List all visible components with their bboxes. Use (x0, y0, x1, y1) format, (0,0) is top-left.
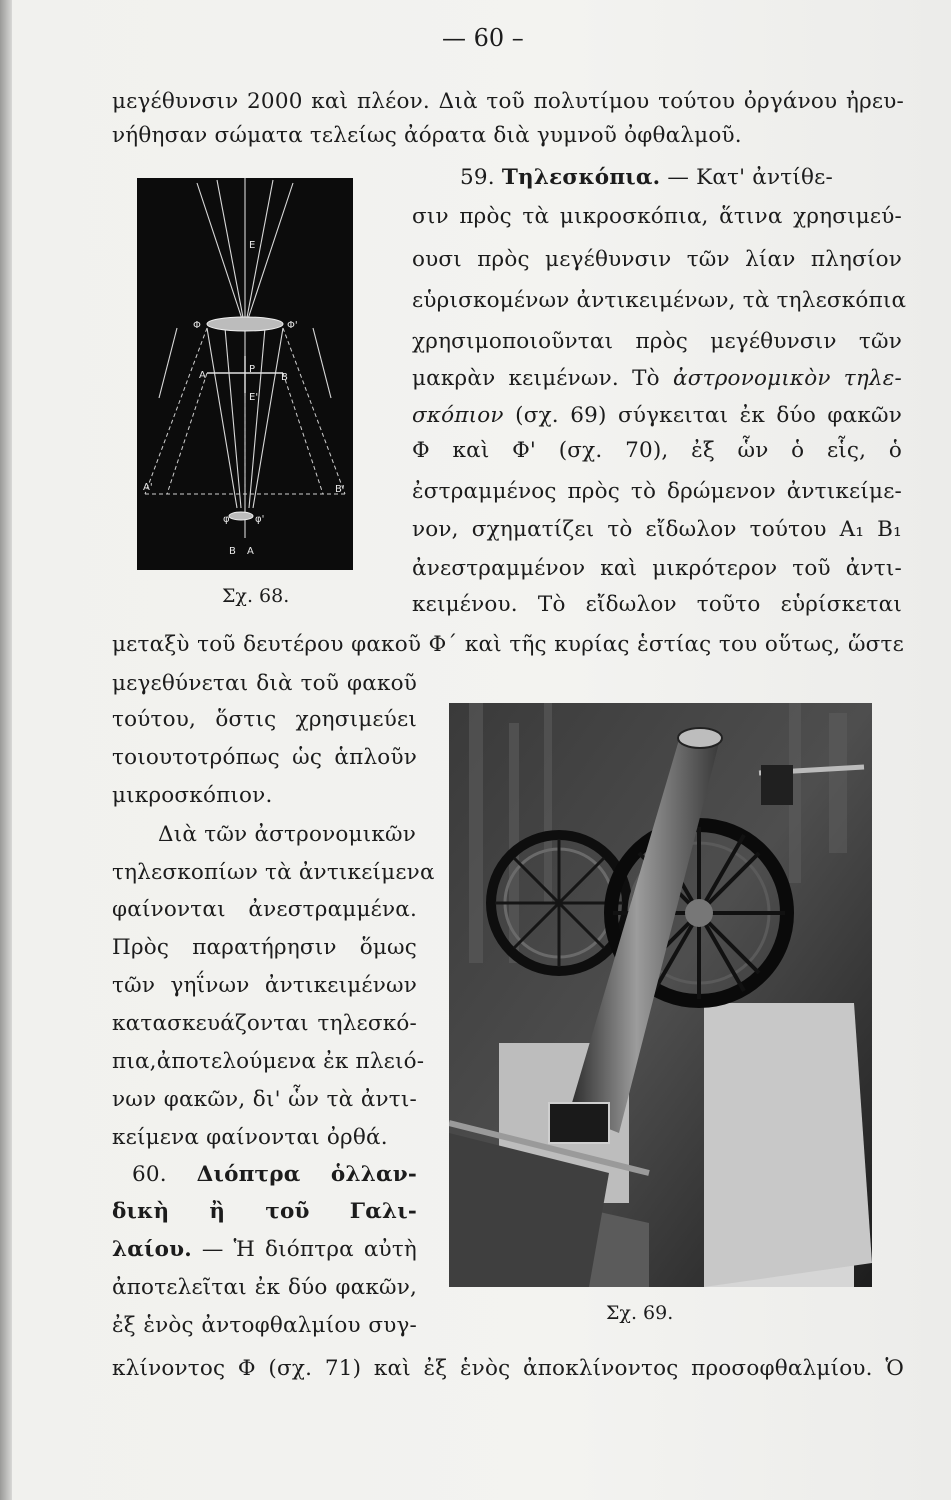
text-line: νων φακῶν, δι' ὧν τὰ ἀντι- (112, 1087, 417, 1112)
diagram-label: Α' (143, 482, 153, 493)
diagram-label: Α (247, 546, 254, 557)
diagram-label: φ' (255, 514, 265, 525)
text-line: Διὰ τῶν ἀστρονομικῶν (158, 822, 416, 847)
text-line: κειμένου. Τὸ εἴδωλον τοῦτο εὑρίσκεται (412, 592, 902, 617)
section-text: — Κατ' ἀντίθε- (667, 165, 833, 190)
text-span: (σχ. 69) σύγκειται ἐκ δύο φακῶν (515, 403, 902, 428)
italic-term: σκόπιον (412, 403, 504, 428)
diagram-label: Α (199, 370, 206, 381)
text-line: κλίνοντος Φ (σχ. 71) καὶ ἐξ ἑνὸς ἀποκλίνοντος προσοφθαλμίου. Ὁ (112, 1356, 904, 1381)
diagram-label: Ε' (249, 392, 259, 403)
text-line (412, 396, 902, 436)
section-title-line: δικὴ ἢ τοῦ Γαλι- (112, 1199, 417, 1224)
section-title: Διόπτρα ὁλλαν- (196, 1162, 417, 1187)
text-line: τηλεσκοπίων τὰ ἀντικείμενα (112, 860, 435, 885)
diagram-label: Φ (193, 320, 201, 331)
text-line: μεγέθυνσιν 2000 καὶ πλέον. Διὰ τοῦ πολυτίμου τούτου ὀργάνου ἠρευ- (112, 89, 904, 114)
text-line: τῶν γηΐνων ἀντικειμένων (112, 973, 417, 998)
text-line: ἀνεστραμμένον καὶ μικρότερον τοῦ ἀντι- (412, 556, 902, 581)
text-line: τοιουτοτρόπως ὡς ἁπλοῦν (112, 745, 417, 770)
section-59-heading-line (460, 158, 833, 198)
text-line: Πρὸς παρατήρησιν ὅμως (112, 935, 417, 960)
diagram-label: Ε (249, 240, 256, 251)
text-line: νον, σχηματίζει τὸ εἴδωλον τούτου Α₁ Β₁ (412, 517, 902, 542)
section-title: λαίου. (112, 1237, 192, 1262)
section-number: 60. (132, 1162, 167, 1187)
section-60-line-3 (112, 1230, 417, 1270)
figure-69-telescope-photo (449, 703, 872, 1287)
telescope-illustration (449, 703, 872, 1287)
text-line: χρησιμοποιοῦνται πρὸς μεγέθυνσιν τῶν (412, 329, 902, 354)
text-span: μακρὰν κειμένων. Τὸ (412, 366, 660, 391)
figure-69-caption: Σχ. 69. (606, 1302, 674, 1324)
page-number: — 60 – (442, 24, 524, 52)
diagram-label: Β' (335, 484, 345, 495)
text-line: ἀποτελεῖται ἐκ δύο φακῶν, (112, 1275, 417, 1300)
text-line: τούτου, ὅστις χρησιμεύει (112, 707, 417, 732)
section-number: 59. (460, 165, 495, 190)
text-line: μεταξὺ τοῦ δευτέρου φακοῦ Φ΄ καὶ τῆς κυρίας ἑστίας του οὕτως, ὥστε (112, 632, 904, 657)
section-title: Τηλεσκόπια. (501, 165, 661, 190)
text-line: νήθησαν σώματα τελείως ἀόρατα διὰ γυμνοῦ ὀφθαλμοῦ. (112, 123, 742, 148)
text-line: ουσι πρὸς μεγέθυνσιν τῶν λίαν πλησίον (412, 247, 902, 272)
text-line: εὑρισκομένων ἀντικειμένων, τὰ τηλεσκόπια (412, 288, 907, 313)
diagram-label: φ (223, 514, 230, 525)
text-line (412, 359, 902, 399)
diagram-label: Β (229, 546, 236, 557)
text-line: σιν πρὸς τὰ μικροσκόπια, ἅτινα χρησιμεύ- (412, 204, 902, 229)
section-60-heading-line (112, 1155, 417, 1195)
text-line: Φ καὶ Φ' (σχ. 70), ἐξ ὧν ὁ εἷς, ὁ (412, 438, 902, 463)
italic-term: ἀστρονομικὸν τηλε- (673, 366, 902, 391)
diagram-label: Β (281, 372, 288, 383)
text-line: ἐξ ἑνὸς ἀντοφθαλμίου συγ- (112, 1313, 417, 1338)
figure-68-diagram (137, 178, 353, 570)
section-text: — Ἡ διόπτρα αὐτὴ (201, 1237, 417, 1262)
figure-68-caption: Σχ. 68. (222, 585, 290, 607)
text-line: πια,ἀποτελούμενα ἐκ πλειό- (112, 1049, 425, 1074)
diagram-label: Φ' (287, 320, 298, 331)
text-line: κατασκευάζονται τηλεσκό- (112, 1011, 417, 1036)
diagram-label: Ρ (249, 364, 256, 375)
ray-diagram (137, 178, 353, 570)
text-line: ἐστραμμένος πρὸς τὸ δρώμενον ἀντικείμε- (412, 479, 902, 504)
text-line: μεγεθύνεται διὰ τοῦ φακοῦ (112, 671, 417, 696)
text-line: φαίνονται ἀνεστραμμένα. (112, 897, 417, 922)
text-line: μικροσκόπιον. (112, 783, 273, 808)
text-line: κείμενα φαίνονται ὀρθά. (112, 1125, 388, 1150)
